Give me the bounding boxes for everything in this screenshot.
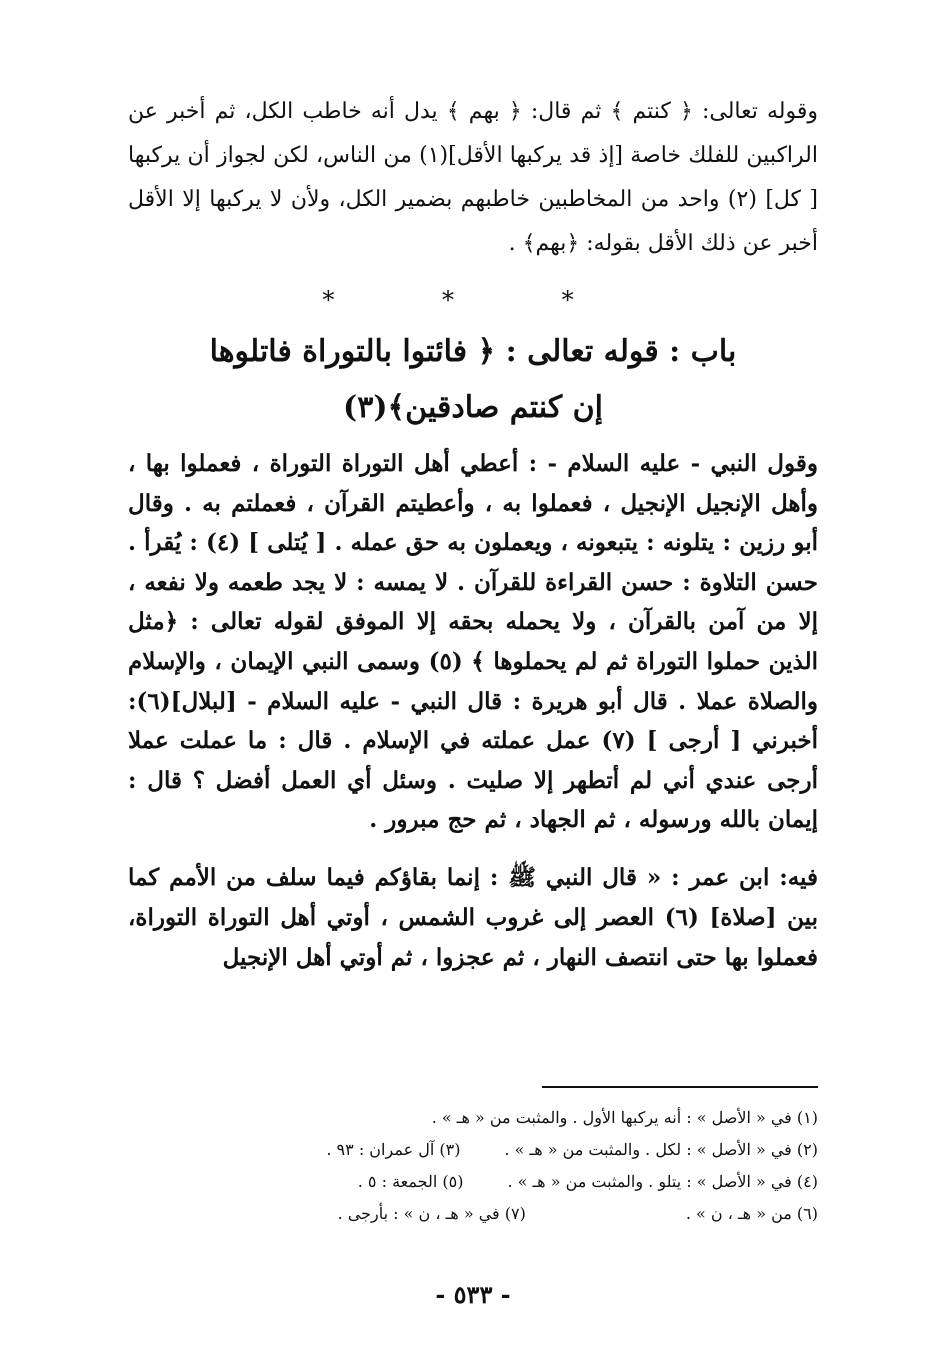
hadith-paragraph: فيه: ابن عمر : « قال النبي ﷺ : إنما بقاؤكم فيما سلف من الأمم كما بين [صلاة] (٦) العصر إلى غروب الشمس ، أوتي أهل التوراة التوراة، فعملوا بها حتى انتصف النهار ، ثم عجزوا ، ثم أوتي أهل الإنجيل — [128, 863, 818, 971]
page-number: - ٥٣٣ - — [435, 1280, 511, 1309]
intro-paragraph: وقوله تعالى: ﴿ كنتم ﴾ ثم قال: ﴿ بهم ﴾ يدل أنه خاطب الكل، ثم أخبر عن الراكبين للفلك خاصة [إذ قد يركبها الأقل](١) من الناس، لكن لجواز أن يركبها [ كل] (٢) واحد من المخاطبين خاطبهم بضمير الكل، ولأن لا يركبها إلا الأقل أخبر عن ذلك الأقل بقوله: ﴿بهم﴾ . — [128, 99, 819, 256]
footnote-3: (٣) آل عمران : ٩٣ . — [326, 1140, 461, 1159]
footnote-2: (٢) في « الأصل » : لكل . والمثبت من « هـ » . — [504, 1140, 818, 1159]
chapter-title-line-1: باب : قوله تعالى : ﴿ فائتوا بالتوراة فاتلوها — [209, 334, 737, 369]
chapter-title-line-2: إن كنتم صادقين﴾(٣) — [343, 390, 603, 425]
chapter-title — [128, 324, 818, 436]
footnote-7: (٧) في « هـ ، ن » : بأرجى . — [337, 1204, 526, 1223]
footnote-1: (١) في « الأصل » : أنه يركبها الأول . والمثبت من « هـ » . — [431, 1108, 818, 1127]
footnotes — [128, 1102, 818, 1230]
footnote-row — [128, 1166, 818, 1198]
footnote-divider — [542, 1086, 818, 1088]
footnote-5: (٥) الجمعة : ٥ . — [357, 1172, 464, 1191]
footnote-6: (٦) من « هـ ، ن » . — [685, 1204, 818, 1223]
body-paragraph: وقول النبي - عليه السلام - : أعطي أهل التوراة التوراة ، فعملوا بها ، وأهل الإنجيل الإنجيل ، فعملوا به ، وأعطيتم القرآن ، فعملتم به . وقال أبو رزين : يتلونه : يتبعونه ، ويعملون به حق عمله . [ يُتلى ] (٤) : يُقرأ . حسن التلاوة : حسن القراءة للقرآن . لا يمسه : لا يجد طعمه ولا نفعه ، إلا من آمن بالقرآن ، ولا يحمله بحقه إلا الموفق لقوله تعالى : ﴿مثل الذين حملوا التوراة ثم لم يحملوها ﴾ (٥) وسمى النبي الإيمان ، والإسلام والصلاة عملا . قال أبو هريرة : قال النبي - عليه السلام - [لبلال](٦): أخبرني [ أرجى ] (٧) عمل عملته في الإسلام . قال : ما عملت عملا أرجى عندي أني لم أتطهر إلا صليت . وسئل أي العمل أفضل ؟ قال : إيمان بالله ورسوله ، ثم الجهاد ، ثم حج مبرور . — [128, 450, 818, 834]
section-separator: * * * — [322, 286, 624, 314]
footnote-4: (٤) في « الأصل » : يتلو . والمثبت من « هـ » . — [507, 1172, 818, 1191]
footnote-row — [128, 1198, 818, 1230]
footnote-row — [128, 1102, 818, 1134]
book-page — [128, 90, 818, 1330]
footnote-row — [128, 1134, 818, 1166]
